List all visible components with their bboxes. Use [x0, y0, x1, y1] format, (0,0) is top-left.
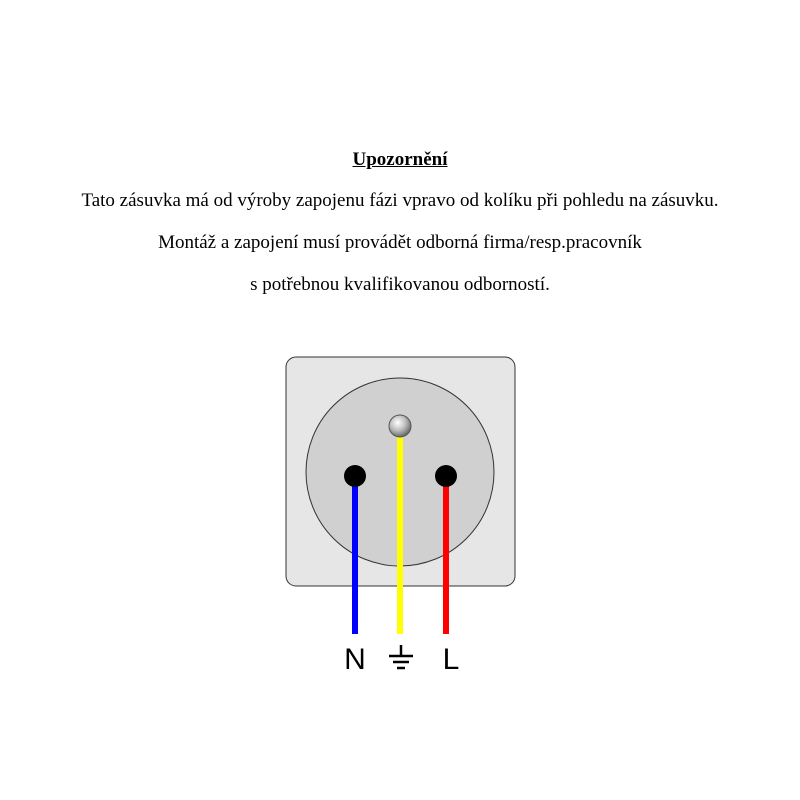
earth-pin [389, 415, 411, 437]
live-contact-hole [435, 465, 457, 487]
live-label: L [442, 643, 460, 676]
neutral-contact-hole [344, 465, 366, 487]
notice-line-3: s potřebnou kvalifikovanou odborností. [250, 274, 550, 295]
notice-line-1: Tato zásuvka má od výroby zapojenu fázi vpravo od kolíku při pohledu na zásuvku. [81, 190, 719, 211]
ground-icon [389, 645, 413, 668]
notice-title: Upozornění [352, 149, 448, 170]
notice-line-2: Montáž a zapojení musí provádět odborná firma/resp.pracovník [158, 232, 642, 253]
neutral-label: N [344, 643, 366, 676]
